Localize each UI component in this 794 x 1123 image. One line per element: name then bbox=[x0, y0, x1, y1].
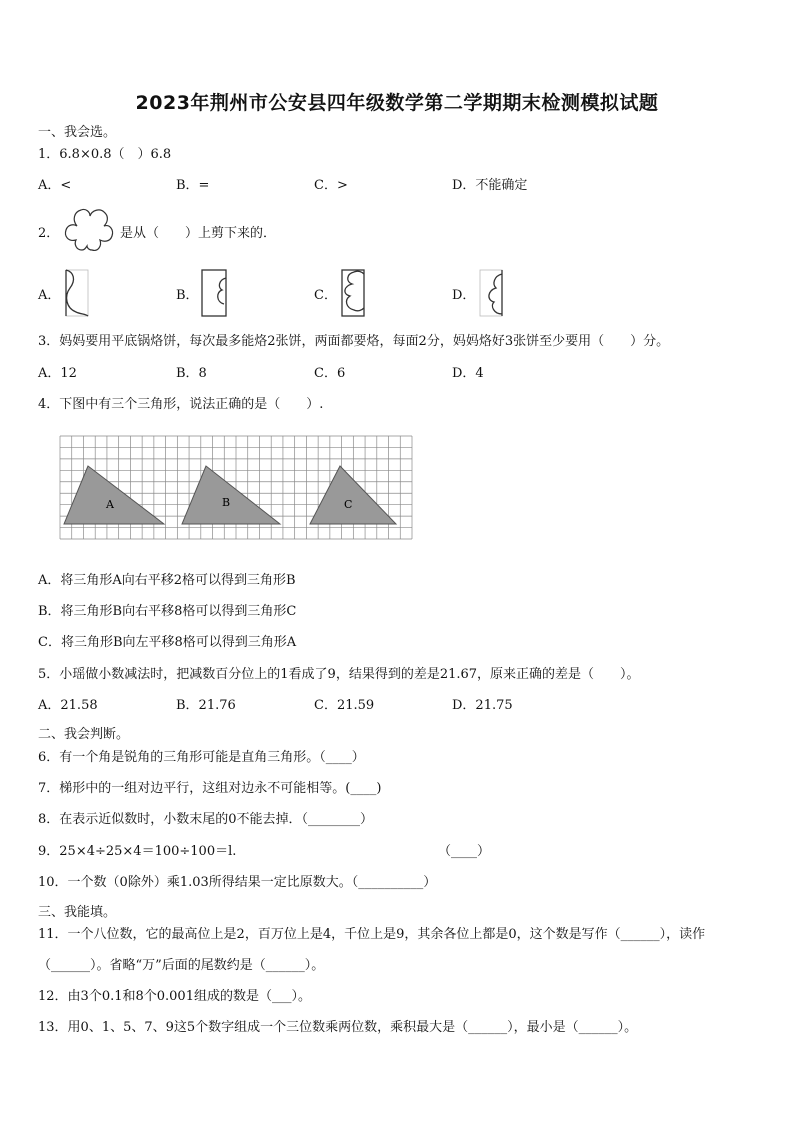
q2-option-d-figure bbox=[474, 268, 508, 318]
question-9-blank: （____） bbox=[438, 844, 491, 859]
q2-option-a: A． bbox=[38, 288, 61, 303]
question-2-text: 是从（ ）上剪下来的． bbox=[120, 226, 277, 241]
q2-option-d: D． bbox=[452, 288, 476, 303]
section-heading-2: 二、我会判断。 bbox=[38, 727, 130, 742]
q3-option-d: D．4 bbox=[452, 366, 484, 381]
triangle-a-label: A bbox=[106, 498, 114, 511]
question-6: 6．有一个角是锐角的三角形可能是直角三角形。（____） bbox=[38, 750, 365, 765]
triangle-b-label: B bbox=[222, 496, 231, 509]
question-3: 3．妈妈要用平底锅烙饼，每次最多能烙2张饼，两面都要烙，每面2分，妈妈烙好3张饼至少要用（ ）分。 bbox=[38, 334, 670, 349]
triangle-b bbox=[182, 466, 280, 524]
question-10: 10．一个数（0除外）乘1.03所得结果一定比原数大。（__________） bbox=[38, 875, 437, 890]
q5-option-d: D．21.75 bbox=[452, 698, 513, 713]
q2-option-c-figure bbox=[336, 268, 370, 318]
question-11-line-1: 11．一个八位数，它的最高位上是2，百万位上是4，千位上是9，其余各位上都是0，这个数是写作（______），读作 bbox=[38, 927, 706, 942]
triangle-a bbox=[64, 466, 164, 524]
question-2-number: 2． bbox=[38, 226, 60, 241]
q5-option-b: B．21.76 bbox=[176, 698, 236, 713]
q1-option-c: C．> bbox=[314, 178, 348, 193]
section-heading-1: 一、我会选。 bbox=[38, 125, 117, 140]
q3-option-c: C．6 bbox=[314, 366, 346, 381]
question-13: 13．用0、1、5、7、9这5个数字组成一个三位数乘两位数，乘积最大是（______），最小是（______）。 bbox=[38, 1020, 638, 1035]
q2-option-a-figure bbox=[60, 268, 94, 318]
q4-option-c: C．将三角形B向左平移8格可以得到三角形A bbox=[38, 635, 297, 650]
clover-shape-figure bbox=[62, 206, 116, 254]
q1-option-d: D．不能确定 bbox=[452, 178, 528, 193]
q5-option-a: A．21.58 bbox=[38, 698, 98, 713]
question-12: 12．由3个0.1和8个0.001组成的数是（___）。 bbox=[38, 989, 311, 1004]
q1-option-a: A．< bbox=[38, 178, 72, 193]
triangle-c-label: C bbox=[344, 498, 353, 511]
question-1: 1．6.8×0.8（ ）6.8 bbox=[38, 147, 172, 162]
triangle-grid-figure bbox=[60, 436, 412, 539]
page-title: 2023年荆州市公安县四年级数学第二学期期末检测模拟试题 bbox=[135, 92, 659, 114]
question-8: 8．在表示近似数时，小数末尾的0不能去掉．（________） bbox=[38, 812, 374, 827]
question-9: 9．25×4÷25×4＝100÷100＝l. bbox=[38, 844, 237, 859]
q2-option-b: B． bbox=[176, 288, 199, 303]
q4-option-b: B．将三角形B向右平移8格可以得到三角形C bbox=[38, 604, 297, 619]
q5-option-c: C．21.59 bbox=[314, 698, 375, 713]
question-7: 7．梯形中的一组对边平行，这组对边永不可能相等。(____) bbox=[38, 781, 382, 796]
question-11-line-2: （______）。省略“万”后面的尾数约是（______）。 bbox=[38, 958, 325, 973]
q2-option-b-figure bbox=[198, 268, 232, 318]
q3-option-a: A．12 bbox=[38, 366, 77, 381]
section-heading-3: 三、我能填。 bbox=[38, 905, 117, 920]
question-4: 4．下图中有三个三角形，说法正确的是（ ）. bbox=[38, 397, 324, 412]
q1-option-b: B．= bbox=[176, 178, 210, 193]
question-5: 5．小瑶做小数减法时，把减数百分位上的1看成了9，结果得到的差是21.67，原来正确的差是（ ）。 bbox=[38, 667, 640, 682]
q3-option-b: B．8 bbox=[176, 366, 207, 381]
q2-option-c: C． bbox=[314, 288, 337, 303]
q4-option-a: A．将三角形A向右平移2格可以得到三角形B bbox=[38, 573, 296, 588]
